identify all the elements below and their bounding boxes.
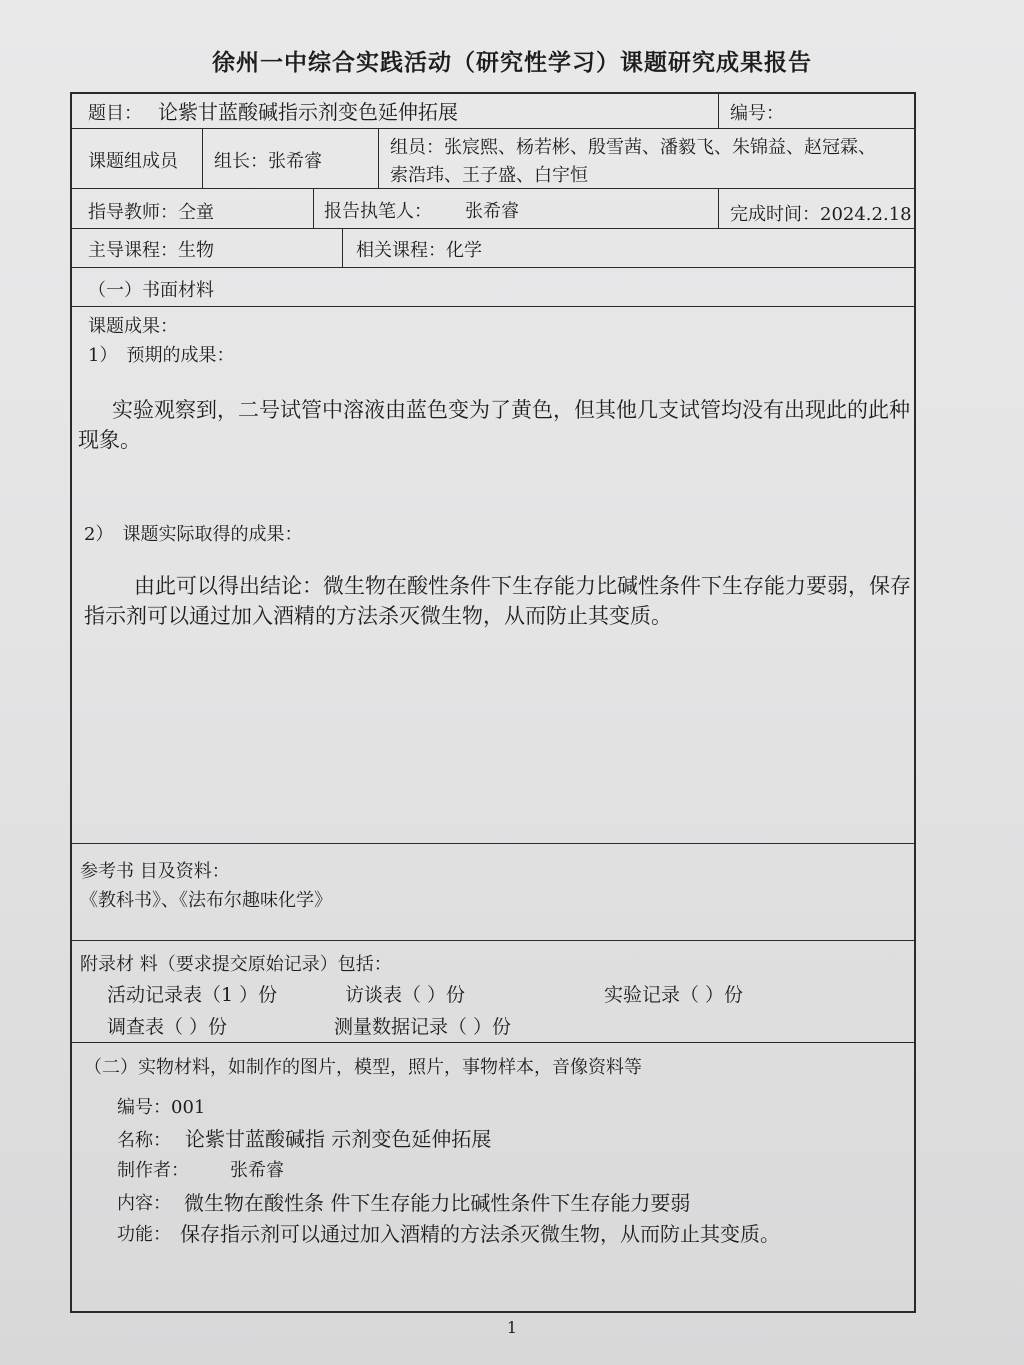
- teacher: 指导教师：仝童: [88, 202, 214, 223]
- completion-date: 完成时间：2024.2.18: [730, 204, 912, 225]
- appendix-interview: 访谈表（ ）份: [345, 984, 466, 1006]
- results-label: 课题成果：: [88, 316, 178, 337]
- main-course: 主导课程：生物: [88, 240, 214, 261]
- number-label: 编号：: [730, 103, 784, 124]
- group-members-line1: 组员：张宸熙、杨若彬、殷雪茜、潘毅飞、朱锦益、赵冠霖、: [390, 137, 876, 158]
- row-divider: [70, 306, 916, 307]
- item-function: 保存指示剂可以通过加入酒精的方法杀灭微生物，从而防止其变质。: [180, 1222, 780, 1246]
- topic-label: 题目：: [88, 103, 142, 124]
- col-divider: [718, 188, 719, 228]
- section1-heading: （一）书面材料: [88, 280, 214, 301]
- row-divider: [70, 188, 916, 189]
- report-title: 徐州一中综合实践活动（研究性学习）课题研究成果报告: [212, 50, 812, 76]
- page-number: 1: [506, 1318, 518, 1337]
- col-divider: [718, 92, 719, 128]
- row-divider: [70, 940, 916, 941]
- col-divider: [313, 188, 314, 228]
- section2-heading: （二）实物材料，如制作的图片，模型，照片，事物样本，音像资料等: [84, 1057, 642, 1078]
- expected-text: 实验观察到，二号试管中溶液由蓝色变为了黄色，但其他几支试管均没有出现此的此种现象。: [78, 398, 910, 452]
- appendix-activity-record: 活动记录表（1 ）份: [107, 984, 278, 1006]
- writer-label: 报告执笔人：: [324, 201, 432, 222]
- actual-text: 由此可以得出结论：微生物在酸性条件下生存能力比碱性条件下生存能力要弱，保存指示剂可以通过加入酒精的方法杀灭微生物，从而防止其变质。: [84, 574, 911, 628]
- writer-name: 张希睿: [465, 201, 519, 222]
- item-maker: 张希睿: [230, 1160, 284, 1181]
- appendix-survey: 调查表（ ）份: [107, 1016, 228, 1038]
- item-function-label: 功能：: [117, 1224, 171, 1245]
- item-number: 编号：001: [117, 1097, 206, 1118]
- col-divider: [202, 128, 203, 188]
- item-content-label: 内容：: [117, 1193, 171, 1214]
- row-divider: [70, 1042, 916, 1043]
- appendix-experiment-record: 实验记录（ ）份: [604, 984, 744, 1006]
- related-course: 相关课程：化学: [356, 240, 482, 261]
- row-divider: [70, 228, 916, 229]
- item-name: 论紫甘蓝酸碱指 示剂变色延伸拓展: [185, 1127, 492, 1151]
- row-divider: [70, 267, 916, 268]
- references-label: 参考书 目及资料：: [80, 861, 230, 882]
- appendix-label: 附录材 料（要求提交原始记录）包括：: [80, 954, 392, 975]
- col-divider: [342, 228, 343, 267]
- row-divider: [70, 128, 916, 129]
- actual-label: 2） 课题实际取得的成果：: [84, 524, 303, 545]
- col-divider: [378, 128, 379, 188]
- group-members-line2: 索浩玮、王子盛、白宇恒: [390, 165, 588, 186]
- item-maker-label: 制作者：: [117, 1160, 189, 1181]
- item-name-label: 名称：: [117, 1130, 171, 1151]
- group-leader: 组长：张希睿: [214, 151, 322, 172]
- appendix-measurement: 测量数据记录（ ）份: [334, 1016, 512, 1038]
- row-divider: [70, 843, 916, 844]
- topic-value: 论紫甘蓝酸碱指示剂变色延伸拓展: [158, 100, 458, 124]
- item-content: 微生物在酸性条 件下生存能力比碱性条件下生存能力要弱: [184, 1191, 691, 1215]
- expected-label: 1） 预期的成果：: [88, 345, 235, 366]
- references-items: 《教科书》、《法布尔趣味化学》: [80, 890, 332, 911]
- group-label: 课题组成员: [88, 151, 178, 172]
